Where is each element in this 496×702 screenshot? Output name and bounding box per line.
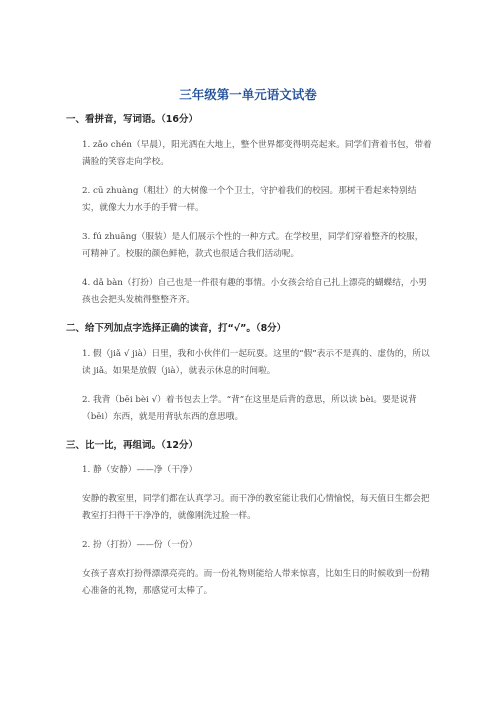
paragraph-text: 安静的教室里，同学们都在认真学习。而干净的教室能让我们心情愉悦，每天值日生都会把教室打扫得干干净净的，就像刚洗过脸一样。 xyxy=(82,494,430,521)
paragraph xyxy=(66,537,432,554)
paragraph-text: 女孩子喜欢打扮得漂漂亮亮的。而一份礼物则能给人带来惊喜，比如生日的时候收到一份精心准备的礼物，那感觉可太棒了。 xyxy=(82,569,430,596)
paragraph-text: 1. 假（jiǎ √ jià）日里，我和小伙伴们一起玩耍。这里的“假”表示不是真的、虚伪的，所以读 jiǎ。如果是放假（jià），就表示休息的时间啦。 xyxy=(82,349,430,376)
paragraph-text: 4. dǎ bàn（打扮）自己也是一件很有趣的事情。小女孩会给自己扎上漂亮的蝴蝶结，小男孩也会把头发梳得整整齐齐。 xyxy=(82,278,427,305)
page-title: 三年级第一单元语文试卷 xyxy=(179,87,317,102)
paragraph-text: 2. 我背（bēi bèi √）着书包去上学。“背”在这里是后背的意思，所以读 bèi。要是说背（bēi）东西，就是用背驮东西的意思哦。 xyxy=(82,395,417,422)
paragraph xyxy=(66,275,432,309)
section-2-heading: 二、给下列加点字选择正确的读音，打“√”。（8分） xyxy=(66,323,287,334)
paragraph xyxy=(66,346,432,380)
paragraph-text: 2. 扮（打扮）——份（一份） xyxy=(82,540,198,550)
paragraph xyxy=(66,392,432,426)
paragraph xyxy=(66,566,432,600)
paragraph xyxy=(66,491,432,525)
paragraph xyxy=(66,137,432,171)
paragraph-text: 2. cū zhuàng（粗壮）的大树像一个个卫士，守护着我们的校园。那树干看起来特别结实，就像大力水手的手臂一样。 xyxy=(82,186,417,213)
paragraph xyxy=(66,183,432,217)
paragraph xyxy=(66,229,432,263)
paragraph-text: 3. fú zhuāng（服装）是人们展示个性的一种方式。在学校里，同学们穿着整齐的校服，可精神了。校服的颜色鲜艳，款式也很适合我们活动呢。 xyxy=(82,232,424,259)
section-3-heading: 三、比一比，再组词。（12分） xyxy=(66,440,198,451)
paragraph xyxy=(66,462,432,479)
section-1-heading: 一、看拼音，写词语。（16分） xyxy=(66,114,198,125)
paragraph-text: 1. 静（安静）——净（干净） xyxy=(82,465,198,475)
paragraph-text: 1. zǎo chén（早晨），阳光洒在大地上，整个世界都变得明亮起来。同学们背着书包，带着满脸的笑容走向学校。 xyxy=(82,140,432,167)
